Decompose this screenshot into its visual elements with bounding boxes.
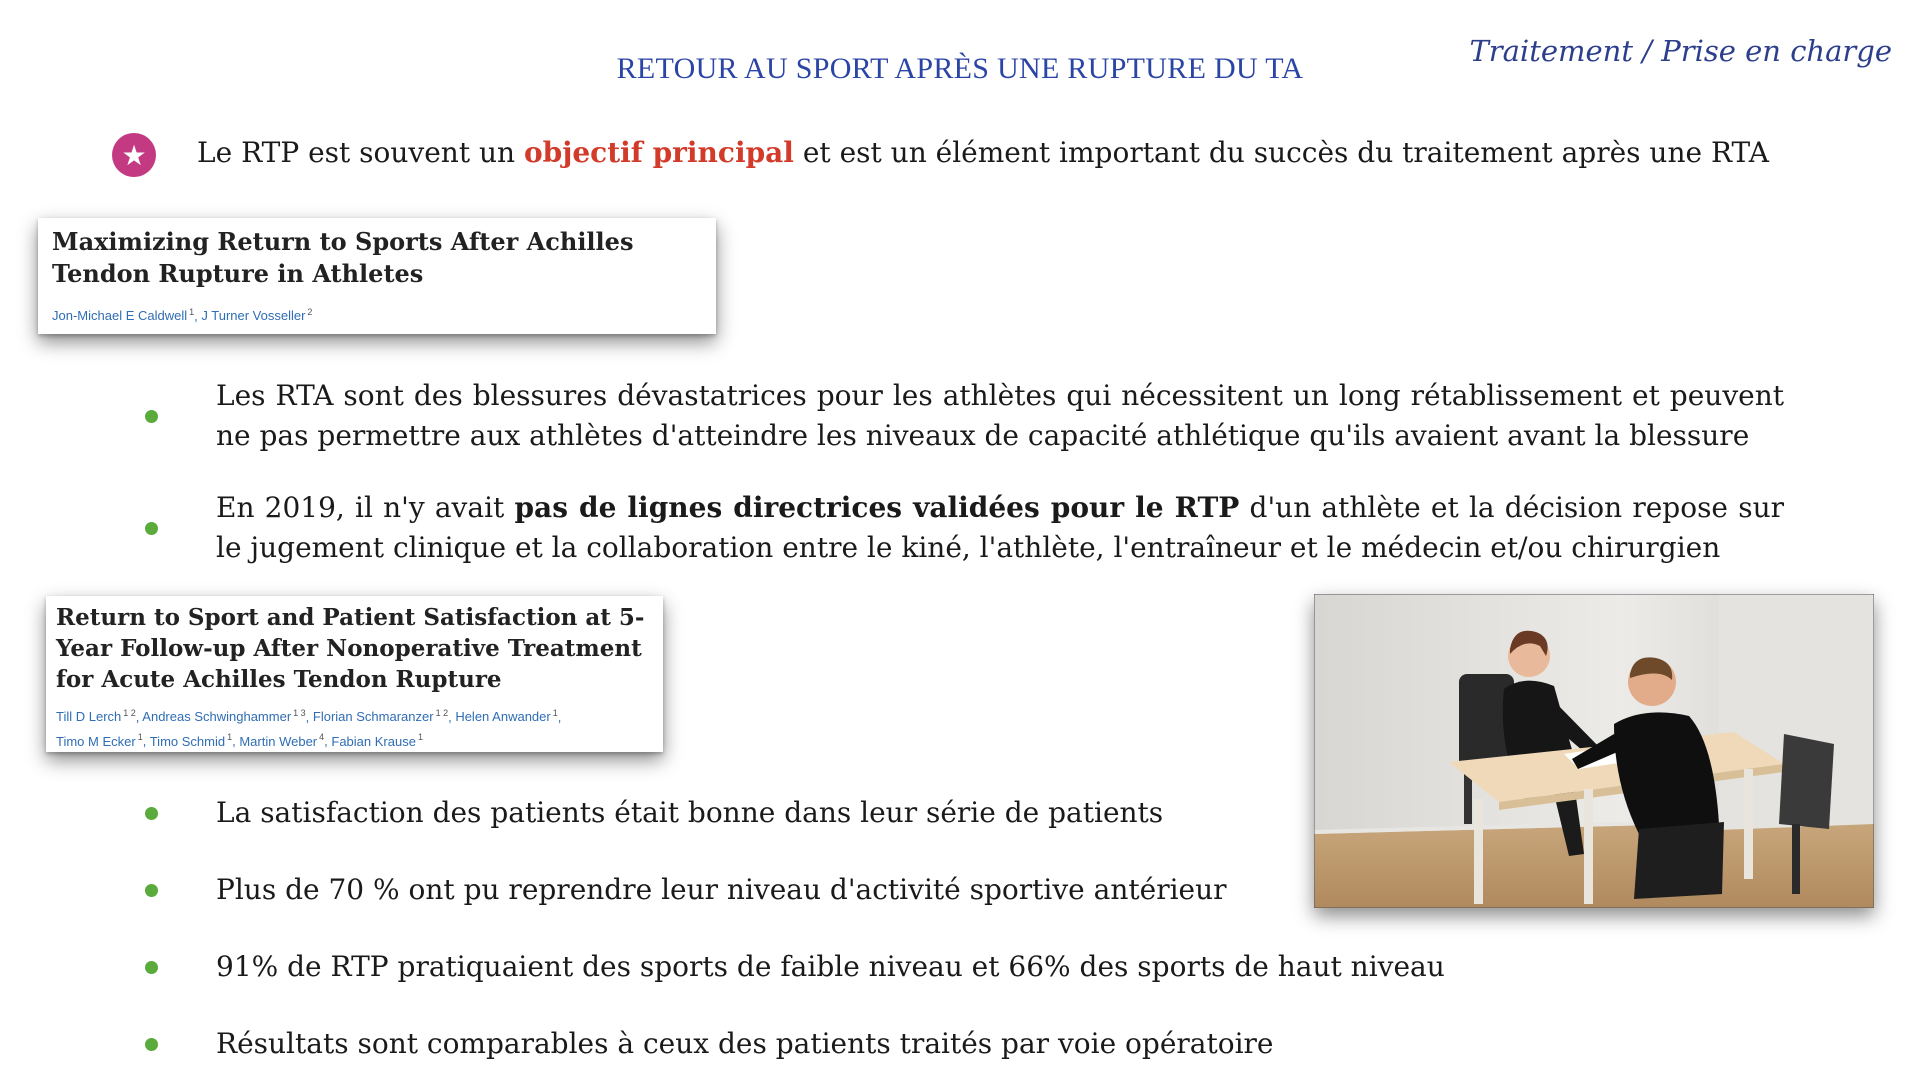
section-tag: Traitement / Prise en charge (1469, 34, 1892, 68)
author-link[interactable]: Till D Lerch $^{1 2}$ (56, 708, 136, 725)
lead-before: Le RTP est souvent un (197, 136, 524, 169)
author-link[interactable]: Timo M Ecker $^1$ (56, 732, 143, 749)
author-link[interactable]: Jon-Michael E Caldwell $^1$ (52, 307, 195, 324)
author-link[interactable]: Andreas Schwinghammer $^{1 3}$ (142, 708, 306, 725)
bullet-dot (145, 807, 158, 820)
author-link[interactable]: Fabian Krause $^1$ (331, 732, 423, 749)
bullet-text: Les RTA sont des blessures dévastatrices pour les athlètes qui nécessitent un long rétablissement et peuvent ne pas permettre aux athlètes d'atteindre les niveaux de capacité athlétique qu'ils avaient avant la blessure (216, 379, 1784, 452)
bullet-dot (145, 1038, 158, 1051)
author-link[interactable]: Florian Schmaranzer $^{1 2}$ (312, 708, 449, 725)
article-2-title: Return to Sport and Patient Satisfaction at 5-Year Follow-up After Nonoperative Treatment for Acute Achilles Tendon Rupture (56, 604, 645, 693)
bullet-text: En 2019, il n'y avait pas de lignes directrices validées pour le RTP d'un athlète et la décision repose sur le jugement clinique et la collaboration entre le kiné, l'athlète, l'entraîneur et le médecin et/ou chirurgien (216, 491, 1784, 564)
bullet-text: 91% de RTP pratiquaient des sports de faible niveau et 66% des sports de haut niveau (216, 950, 1445, 983)
author-link[interactable]: J Turner Vosseller $^2$ (201, 307, 313, 324)
bullet-dot (145, 961, 158, 974)
article-card-1 (38, 218, 716, 334)
lead-highlight: objectif principal (523, 136, 794, 169)
article-2-authors: Till D Lerch $^{1 2}$, Andreas Schwinghammer $^{1 3}$, Florian Schmaranzer $^{1 2}$, Helen Anwander $^1$, Timo M Ecker $^1$, Timo Schmid $^1$, Martin Weber $^4$, Fabian Krause $^1$ (56, 708, 562, 749)
author-link[interactable]: Timo Schmid $^1$ (149, 732, 233, 749)
author-link[interactable]: Helen Anwander $^1$ (455, 708, 558, 725)
star-icon: ★ (112, 133, 156, 177)
bullet-dot (145, 884, 158, 897)
bullet-text: Plus de 70 % ont pu reprendre leur niveau d'activité sportive antérieur (216, 873, 1227, 906)
bold-phrase: pas de lignes directrices validées pour le RTP (514, 491, 1240, 524)
lead-after: et est un élément important du succès du traitement après une RTA (793, 136, 1769, 169)
article-1-authors: Jon-Michael E Caldwell $^1$, J Turner Vosseller $^2$ (52, 307, 313, 324)
slide-title: RETOUR AU SPORT APRÈS UNE RUPTURE DU TA (616, 52, 1304, 85)
bullet-text: La satisfaction des patients était bonne dans leur série de patients (216, 796, 1164, 829)
article-1-title: Maximizing Return to Sports After Achilles Tendon Rupture in Athletes (52, 227, 634, 288)
bullet-dot (145, 522, 158, 535)
bullet-dot (145, 410, 158, 423)
article-card-2 (46, 596, 663, 752)
consultation-illustration (1314, 594, 1874, 908)
bullet-text: Résultats sont comparables à ceux des patients traités par voie opératoire (216, 1027, 1274, 1060)
author-link[interactable]: Martin Weber $^4$ (239, 732, 325, 749)
lead-statement (197, 136, 1769, 169)
consultation-photo (1314, 594, 1874, 908)
